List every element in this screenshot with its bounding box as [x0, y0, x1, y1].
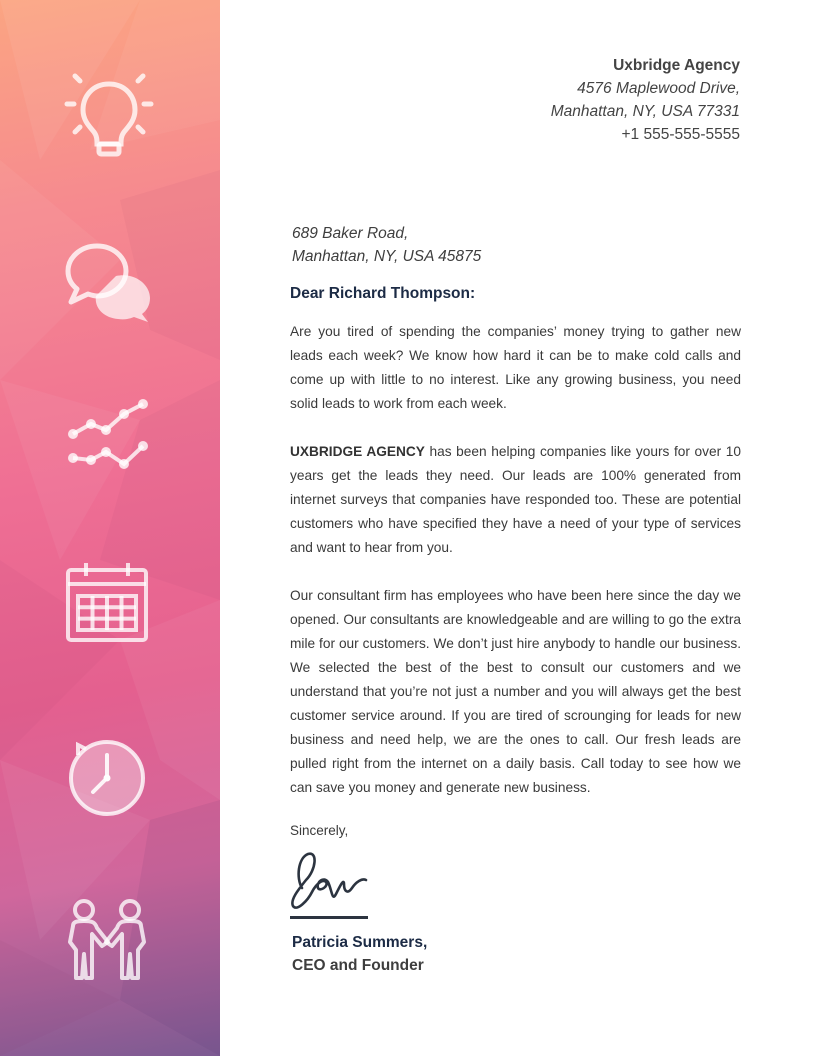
signature-line: [290, 916, 368, 919]
handshake-icon: [64, 898, 150, 982]
paragraph-2-text: has been helping companies like yours for over 10 years get the leads they need. Our leads are 100% generated from internet surveys that companies have responded too. These are potential customers who have specified they have a need of your type of services and want to hear from you.: [290, 444, 741, 555]
sender-company: Uxbridge Agency: [613, 57, 740, 74]
lightbulb-icon: [62, 70, 156, 160]
signer-name: Patricia Summers,: [292, 934, 428, 951]
sender-block: [551, 54, 740, 146]
signature-drawing: [288, 848, 370, 917]
signer-title: CEO and Founder: [292, 957, 424, 974]
calendar-icon: [64, 560, 150, 644]
clock-icon: [64, 735, 150, 821]
signer-block: [292, 931, 427, 977]
line-chart-icon: [64, 396, 154, 472]
sender-address-line1: 4576 Maplewood Drive,: [577, 80, 740, 97]
sender-address-line2: Manhattan, NY, USA 77331: [550, 103, 740, 120]
decorative-sidebar: [0, 0, 220, 1056]
recipient-block: [292, 222, 481, 268]
recipient-address-line2: Manhattan, NY, USA 45875: [292, 248, 482, 265]
company-name-bold: UXBRIDGE AGENCY: [290, 444, 425, 459]
sender-phone: +1 555-555-5555: [621, 126, 740, 143]
chat-bubbles-icon: [64, 242, 154, 324]
closing: Sincerely,: [290, 823, 349, 838]
salutation: Dear Richard Thompson:: [290, 285, 476, 302]
paragraph-3: Our consultant firm has employees who have been here since the day we opened. Our consultants are knowledgeable and are willing to go the extra mile for our customers. We don’t just hire anybody to handle our business. We selected the best of the best to consult our customers and we understand that you’re not just a number and you will always get the best customer service around. If you are tired of scrounging for leads for new business and need help, we are the ones to call. Our fresh leads are pulled right from the internet on a daily basis. Call today to see how we can save you money and generate new business.: [290, 588, 741, 795]
recipient-address-line1: 689 Baker Road,: [292, 225, 409, 242]
letter-body: [290, 320, 741, 824]
paragraph-1: Are you tired of spending the companies’ money trying to gather new leads each week? We know how hard it can be to make cold calls and come up with little to no interest. Like any growing business, you need solid leads to work from each week.: [290, 324, 741, 411]
paragraph-2: [290, 440, 741, 560]
